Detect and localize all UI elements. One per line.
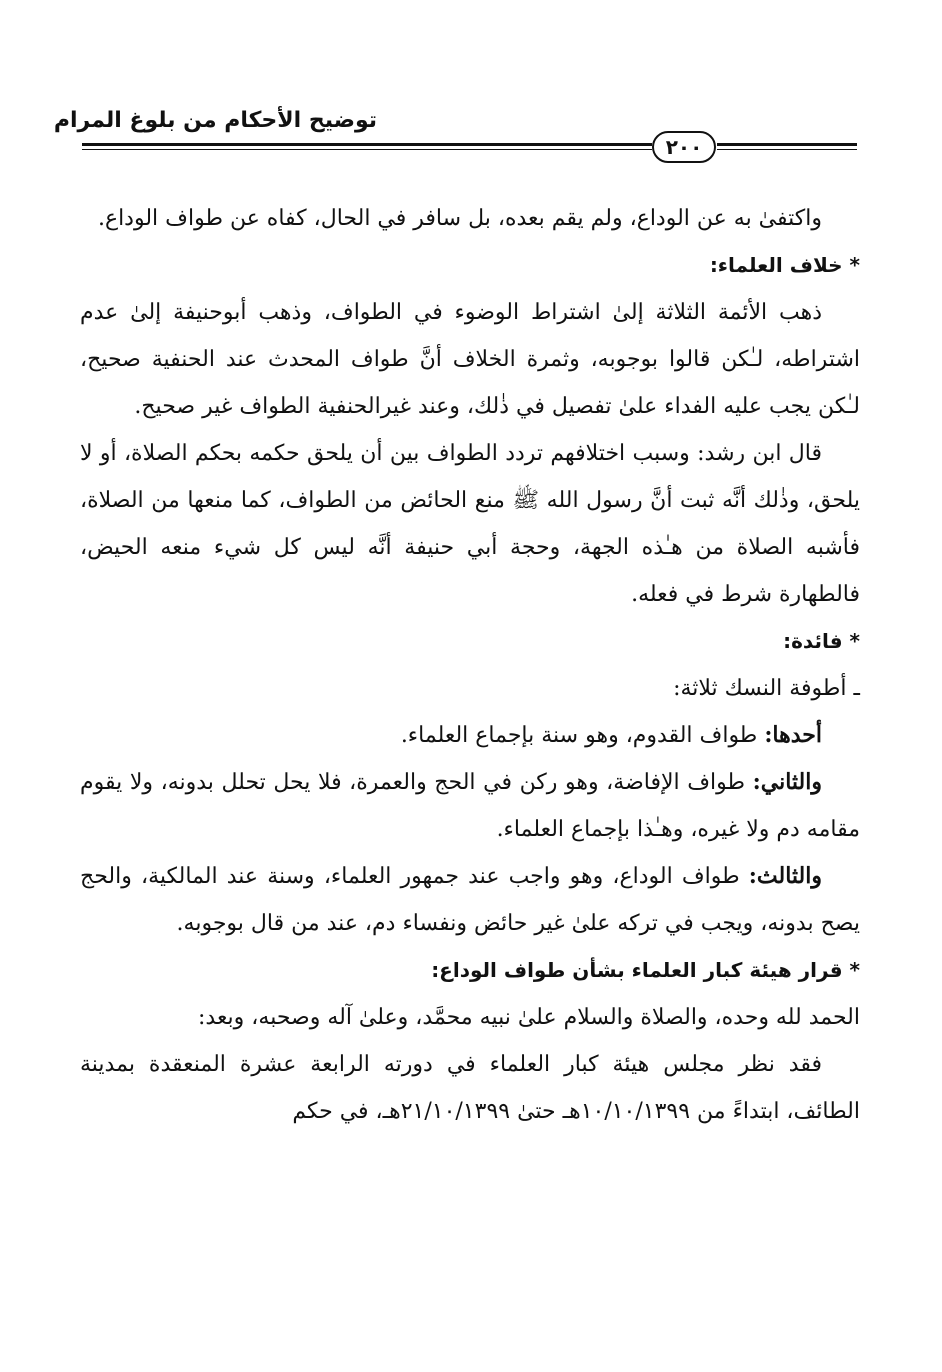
header-rule-thin [82,149,652,150]
header-rule-left [82,143,652,152]
header-rule-right [717,143,857,152]
list-item-label: والثاني: [752,769,822,795]
paragraph: ذهب الأئمة الثلاثة إلىٰ اشتراط الوضوء في الطواف، وذهب أبوحنيفة إلىٰ عدم اشتراطه، لـٰكن قالوا بوجوبه، وثمرة الخلاف أنَّ طواف المحدث عند الحنفية صحيح، لـٰكن يجب عليه الفداء علىٰ تفصيل في ذٰلك، وعند غيرالحنفية الطواف غير صحيح. [80,300,860,419]
list-item-label: والثالث: [748,863,822,889]
running-title: توضيح الأحكام من بلوغ المرام [53,108,377,133]
header-rule-thick [82,143,652,146]
header-rule-thick [717,143,857,146]
list-item-text: طواف الوداع، وهو واجب عند جمهور العلماء، وسنة عند المالكية، والحج يصح بدونه، ويجب في تركه علىٰ غير حائض ونفساء دم، عند من قال بوجوبه. [80,864,860,936]
paragraph: الحمد لله وحده، والصلاة والسلام علىٰ نبيه محمَّد، وعلىٰ آله وصحبه، وبعد: [197,1005,860,1030]
list-item [80,853,860,947]
section-heading: * فائدة: [783,629,860,653]
list-item-text: طواف الإفاضة، وهو ركن في الحج والعمرة، فلا يحل تحلل بدونه، ولا يقوم مقامه دم ولا غيره، وهـٰذا بإجماع العلماء. [80,770,860,842]
page-number: ٢٠٠ [652,131,716,163]
paragraph: ـ أطوفة النسك ثلاثة: [673,676,860,701]
section-heading: * خلاف العلماء: [709,253,860,277]
list-item-text: طواف القدوم، وهو سنة بإجماع العلماء. [400,723,765,748]
header-rule-thin [717,149,857,150]
list-item-label: أحدها: [764,722,822,748]
paragraph: واكتفىٰ به عن الوداع، ولم يقم بعده، بل سافر في الحال، كفاه عن طواف الوداع. [97,206,822,231]
body-text [80,195,860,1135]
section-heading: * قرار هيئة كبار العلماء بشأن طواف الوداع: [431,958,860,982]
paragraph: قال ابن رشد: وسبب اختلافهم تردد الطواف بين أن يلحق حكمه بحكم الصلاة، أو لا يلحق، وذٰلك أنَّه ثبت أنَّ رسول الله ﷺ منع الحائض من الطواف، كما منعها من الصلاة، فأشبه الصلاة من هـٰذه الجهة، وحجة أبي حنيفة أنَّه ليس كل شيء منعه الحيض، فالطهارة شرط في فعله. [80,441,860,607]
paragraph: فقد نظر مجلس هيئة كبار العلماء في دورته الرابعة عشرة المنعقدة بمدينة الطائف، ابتداءً من ١٠/١٠/١٣٩٩هـ حتىٰ ٢١/١٠/١٣٩٩هـ، في حكم [80,1052,860,1124]
list-item [80,712,860,759]
list-item [80,759,860,853]
